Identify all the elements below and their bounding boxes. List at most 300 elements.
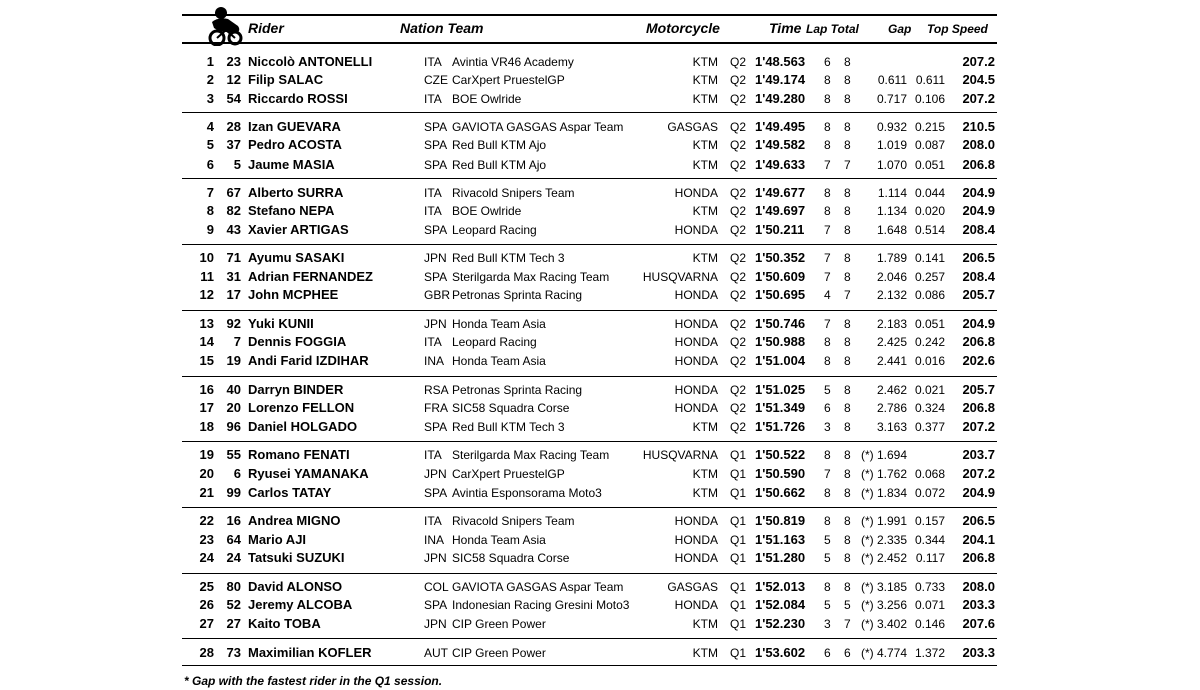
- cell-team: GAVIOTA GASGAS Aspar Team: [452, 120, 624, 134]
- cell-total: 8: [844, 92, 851, 106]
- cell-team: Rivacold Snipers Team: [452, 186, 575, 200]
- cell-rider: Romano FENATI: [248, 447, 350, 462]
- header-top-rule: [182, 14, 997, 16]
- cell-pos: 1: [206, 54, 214, 69]
- cell-moto: KTM: [692, 138, 718, 152]
- cell-speed: 207.2: [962, 54, 995, 69]
- cell-lap: 8: [824, 580, 831, 594]
- cell-gap1: 1.789: [876, 251, 907, 265]
- cell-time: 1'50.819: [755, 513, 806, 528]
- cell-moto: HONDA: [674, 335, 718, 349]
- cell-speed: 207.6: [962, 616, 995, 631]
- cell-rider: Daniel HOLGADO: [248, 419, 358, 434]
- cell-moto: HONDA: [674, 354, 718, 368]
- cell-team: BOE Owlride: [452, 92, 522, 106]
- cell-time: 1'50.352: [755, 250, 806, 265]
- cell-time: 1'50.609: [755, 269, 806, 284]
- cell-speed: 202.6: [962, 353, 995, 368]
- cell-q: Q2: [730, 138, 747, 152]
- cell-num: 7: [233, 334, 241, 349]
- cell-pos: 14: [199, 334, 214, 349]
- cell-lap: 8: [824, 138, 831, 152]
- cell-team: Petronas Sprinta Racing: [452, 383, 583, 397]
- cell-moto: KTM: [692, 617, 718, 631]
- cell-q: Q2: [730, 55, 747, 69]
- cell-lap: 8: [824, 73, 831, 87]
- cell-speed: 207.2: [962, 419, 995, 434]
- cell-lap: 8: [824, 514, 831, 528]
- cell-nation: SPA: [424, 598, 448, 612]
- cell-pos: 27: [199, 616, 214, 631]
- cell-team: Sterilgarda Max Racing Team: [452, 270, 610, 284]
- cell-gap1: (*) 3.256: [860, 598, 907, 612]
- cell-q: Q2: [730, 186, 747, 200]
- cell-nation: ITA: [424, 55, 442, 69]
- header-top-speed: Top Speed: [927, 22, 988, 36]
- cell-gap2: 0.215: [914, 120, 945, 134]
- cell-speed: 206.8: [962, 334, 995, 349]
- cell-q: Q1: [730, 533, 747, 547]
- cell-speed: 204.9: [962, 316, 995, 331]
- group-divider: [182, 638, 997, 639]
- cell-time: 1'51.349: [755, 400, 806, 415]
- cell-gap2: 0.086: [914, 288, 945, 302]
- cell-pos: 21: [199, 485, 214, 500]
- cell-nation: ITA: [424, 514, 442, 528]
- cell-q: Q1: [730, 598, 747, 612]
- cell-time: 1'52.230: [755, 616, 806, 631]
- cell-total: 8: [844, 223, 851, 237]
- cell-q: Q1: [730, 646, 747, 660]
- cell-moto: KTM: [692, 251, 718, 265]
- cell-speed: 204.5: [962, 72, 995, 87]
- group-divider: [182, 112, 997, 113]
- cell-team: Avintia VR46 Academy: [452, 55, 574, 69]
- cell-q: Q1: [730, 467, 747, 481]
- cell-rider: Andrea MIGNO: [248, 513, 341, 528]
- cell-total: 8: [844, 138, 851, 152]
- cell-num: 40: [226, 382, 241, 397]
- cell-moto: HONDA: [674, 383, 718, 397]
- cell-speed: 204.9: [962, 203, 995, 218]
- footer-note: * Gap with the fastest rider in the Q1 session.: [184, 674, 443, 688]
- cell-num: 24: [226, 550, 241, 565]
- cell-gap2: 1.372: [914, 646, 945, 660]
- group-divider: [182, 376, 997, 377]
- cell-moto: HUSQVARNA: [642, 270, 718, 284]
- header-motorcycle: Motorcycle: [646, 20, 720, 36]
- cell-gap1: 0.611: [877, 73, 907, 87]
- cell-team: Red Bull KTM Ajo: [452, 158, 547, 172]
- cell-rider: Yuki KUNII: [248, 316, 314, 331]
- cell-num: 20: [226, 400, 241, 415]
- cell-time: 1'50.211: [755, 222, 805, 237]
- cell-num: 52: [226, 597, 241, 612]
- cell-pos: 15: [199, 353, 214, 368]
- header-time: Time: [769, 20, 802, 36]
- cell-nation: ITA: [424, 448, 442, 462]
- header-lap-total: Lap Total: [806, 22, 859, 36]
- cell-q: Q2: [730, 317, 747, 331]
- cell-rider: Jaume MASIA: [248, 157, 335, 172]
- cell-gap2: 0.733: [914, 580, 945, 594]
- cell-q: Q2: [730, 158, 747, 172]
- cell-team: Indonesian Racing Gresini Moto3: [452, 598, 630, 612]
- cell-pos: 8: [206, 203, 214, 218]
- cell-nation: SPA: [424, 158, 448, 172]
- cell-nation: ITA: [424, 186, 442, 200]
- cell-q: Q1: [730, 551, 747, 565]
- cell-q: Q2: [730, 120, 747, 134]
- cell-speed: 208.4: [962, 269, 995, 284]
- cell-speed: 207.2: [962, 466, 995, 481]
- cell-team: Avintia Esponsorama Moto3: [452, 486, 602, 500]
- cell-nation: SPA: [424, 138, 448, 152]
- cell-lap: 8: [824, 486, 831, 500]
- cell-time: 1'48.563: [755, 54, 806, 69]
- cell-team: CIP Green Power: [452, 617, 546, 631]
- cell-q: Q2: [730, 401, 747, 415]
- cell-pos: 26: [199, 597, 214, 612]
- cell-nation: INA: [424, 354, 445, 368]
- cell-moto: HONDA: [674, 551, 718, 565]
- cell-gap1: 2.046: [876, 270, 907, 284]
- cell-lap: 6: [824, 401, 831, 415]
- cell-rider: Carlos TATAY: [248, 485, 332, 500]
- cell-speed: 204.1: [962, 532, 995, 547]
- cell-rider: Kaito TOBA: [248, 616, 321, 631]
- cell-gap1: 1.648: [876, 223, 907, 237]
- header-nation-team: Nation Team: [400, 20, 484, 36]
- cell-q: Q1: [730, 617, 747, 631]
- cell-lap: 4: [824, 288, 831, 302]
- cell-pos: 12: [199, 287, 214, 302]
- cell-nation: SPA: [424, 486, 448, 500]
- cell-team: Sterilgarda Max Racing Team: [452, 448, 610, 462]
- cell-nation: JPN: [424, 251, 447, 265]
- cell-pos: 4: [206, 119, 214, 134]
- cell-lap: 7: [824, 251, 831, 265]
- cell-time: 1'49.280: [755, 91, 806, 106]
- cell-moto: KTM: [692, 158, 718, 172]
- group-divider: [182, 244, 997, 245]
- cell-speed: 204.9: [962, 485, 995, 500]
- cell-rider: Riccardo ROSSI: [248, 91, 348, 106]
- cell-q: Q1: [730, 448, 747, 462]
- cell-total: 8: [844, 251, 851, 265]
- cell-team: Honda Team Asia: [452, 533, 546, 547]
- cell-nation: SPA: [424, 120, 448, 134]
- cell-total: 8: [844, 448, 851, 462]
- cell-lap: 8: [824, 448, 831, 462]
- cell-team: Honda Team Asia: [452, 354, 546, 368]
- cell-num: 43: [226, 222, 241, 237]
- cell-moto: HONDA: [674, 533, 718, 547]
- cell-num: 37: [226, 137, 241, 152]
- cell-total: 8: [844, 335, 851, 349]
- cell-total: 8: [844, 486, 851, 500]
- cell-team: Honda Team Asia: [452, 317, 546, 331]
- cell-gap2: 0.611: [915, 73, 945, 87]
- cell-num: 19: [226, 353, 241, 368]
- cell-rider: Tatsuki SUZUKI: [248, 550, 345, 565]
- cell-num: 92: [226, 316, 241, 331]
- cell-pos: 11: [200, 269, 214, 284]
- cell-lap: 5: [824, 533, 831, 547]
- cell-nation: JPN: [424, 467, 447, 481]
- cell-lap: 8: [824, 335, 831, 349]
- cell-moto: HONDA: [674, 514, 718, 528]
- cell-time: 1'50.590: [755, 466, 806, 481]
- cell-total: 8: [844, 420, 851, 434]
- cell-gap1: 1.134: [876, 204, 907, 218]
- cell-q: Q2: [730, 288, 747, 302]
- cell-moto: HONDA: [674, 401, 718, 415]
- cell-total: 8: [844, 551, 851, 565]
- cell-speed: 210.5: [962, 119, 995, 134]
- cell-speed: 203.3: [962, 597, 995, 612]
- cell-total: 8: [844, 73, 851, 87]
- cell-moto: GASGAS: [667, 120, 718, 134]
- cell-gap1: (*) 2.335: [860, 533, 907, 547]
- cell-q: Q2: [730, 383, 747, 397]
- cell-total: 8: [844, 580, 851, 594]
- cell-total: 8: [844, 120, 851, 134]
- cell-moto: KTM: [692, 92, 718, 106]
- header-bottom-rule: [182, 42, 997, 44]
- cell-lap: 6: [824, 55, 831, 69]
- cell-team: SIC58 Squadra Corse: [452, 401, 570, 415]
- cell-gap1: 2.786: [876, 401, 907, 415]
- cell-total: 8: [844, 467, 851, 481]
- cell-rider: Adrian FERNANDEZ: [248, 269, 373, 284]
- cell-speed: 206.5: [962, 250, 995, 265]
- cell-nation: ITA: [424, 204, 442, 218]
- cell-rider: Stefano NEPA: [248, 203, 335, 218]
- cell-nation: SPA: [424, 270, 448, 284]
- group-divider: [182, 178, 997, 179]
- cell-time: 1'51.726: [755, 419, 806, 434]
- cell-nation: AUT: [424, 646, 448, 660]
- cell-pos: 6: [206, 157, 214, 172]
- cell-num: 16: [226, 513, 241, 528]
- cell-team: Rivacold Snipers Team: [452, 514, 575, 528]
- cell-pos: 3: [206, 91, 214, 106]
- cell-pos: 7: [206, 185, 214, 200]
- cell-gap2: 0.051: [914, 317, 945, 331]
- cell-moto: HONDA: [674, 186, 718, 200]
- cell-speed: 205.7: [962, 287, 995, 302]
- cell-gap2: 0.377: [914, 420, 945, 434]
- cell-time: 1'51.163: [755, 532, 806, 547]
- cell-q: Q1: [730, 514, 747, 528]
- cell-moto: KTM: [692, 420, 718, 434]
- cell-num: 27: [226, 616, 241, 631]
- cell-num: 73: [226, 645, 241, 660]
- cell-lap: 7: [824, 317, 831, 331]
- cell-moto: HONDA: [674, 223, 718, 237]
- cell-time: 1'50.746: [755, 316, 806, 331]
- cell-lap: 7: [824, 223, 831, 237]
- cell-pos: 16: [199, 382, 214, 397]
- cell-gap2: 0.020: [914, 204, 945, 218]
- cell-moto: GASGAS: [667, 580, 718, 594]
- cell-gap1: (*) 3.185: [860, 580, 907, 594]
- cell-time: 1'50.695: [755, 287, 806, 302]
- cell-total: 7: [844, 158, 851, 172]
- cell-rider: Darryn BINDER: [248, 382, 344, 397]
- cell-speed: 208.4: [962, 222, 995, 237]
- cell-nation: SPA: [424, 223, 448, 237]
- cell-gap2: 0.157: [914, 514, 945, 528]
- cell-lap: 8: [824, 92, 831, 106]
- cell-total: 8: [844, 317, 851, 331]
- cell-total: 8: [844, 533, 851, 547]
- cell-total: 8: [844, 270, 851, 284]
- cell-speed: 203.3: [962, 645, 995, 660]
- cell-nation: JPN: [424, 317, 447, 331]
- cell-rider: Dennis FOGGIA: [248, 334, 347, 349]
- group-divider: [182, 573, 997, 574]
- cell-team: Red Bull KTM Tech 3: [452, 420, 565, 434]
- cell-time: 1'49.677: [755, 185, 806, 200]
- cell-nation: RSA: [424, 383, 449, 397]
- cell-moto: HONDA: [674, 288, 718, 302]
- cell-time: 1'52.084: [755, 597, 806, 612]
- header-rider: Rider: [248, 20, 284, 36]
- cell-rider: Pedro ACOSTA: [248, 137, 342, 152]
- cell-time: 1'51.280: [755, 550, 806, 565]
- cell-rider: Andi Farid IZDIHAR: [248, 353, 369, 368]
- cell-lap: 5: [824, 383, 831, 397]
- cell-rider: Filip SALAC: [248, 72, 324, 87]
- group-divider: [182, 310, 997, 311]
- motorcycle-rider-icon: [208, 6, 244, 46]
- cell-rider: Izan GUEVARA: [248, 119, 341, 134]
- cell-time: 1'49.495: [755, 119, 806, 134]
- cell-time: 1'49.174: [755, 72, 806, 87]
- cell-total: 7: [844, 617, 851, 631]
- cell-nation: ITA: [424, 92, 442, 106]
- cell-num: 67: [226, 185, 241, 200]
- cell-rider: Jeremy ALCOBA: [248, 597, 353, 612]
- cell-pos: 17: [199, 400, 214, 415]
- cell-pos: 20: [199, 466, 214, 481]
- cell-q: Q2: [730, 270, 747, 284]
- cell-q: Q2: [730, 204, 747, 218]
- cell-team: GAVIOTA GASGAS Aspar Team: [452, 580, 624, 594]
- cell-total: 8: [844, 354, 851, 368]
- cell-gap1: 2.462: [876, 383, 907, 397]
- cell-gap1: 1.019: [876, 138, 907, 152]
- group-divider: [182, 665, 997, 666]
- cell-num: 6: [233, 466, 241, 481]
- cell-time: 1'51.025: [755, 382, 806, 397]
- cell-nation: ITA: [424, 335, 442, 349]
- cell-rider: Ryusei YAMANAKA: [248, 466, 369, 481]
- cell-pos: 5: [206, 137, 214, 152]
- cell-rider: Maximilian KOFLER: [248, 645, 372, 660]
- cell-moto: HONDA: [674, 317, 718, 331]
- cell-num: 31: [226, 269, 241, 284]
- cell-moto: HUSQVARNA: [642, 448, 718, 462]
- cell-speed: 206.5: [962, 513, 995, 528]
- cell-num: 23: [226, 54, 241, 69]
- cell-nation: INA: [424, 533, 445, 547]
- cell-total: 5: [844, 598, 851, 612]
- cell-team: SIC58 Squadra Corse: [452, 551, 570, 565]
- cell-moto: KTM: [692, 467, 718, 481]
- cell-team: CarXpert PruestelGP: [452, 467, 565, 481]
- cell-lap: 5: [824, 598, 831, 612]
- cell-gap2: 0.051: [914, 158, 945, 172]
- cell-q: Q2: [730, 354, 747, 368]
- cell-moto: KTM: [692, 55, 718, 69]
- cell-team: Leopard Racing: [452, 335, 537, 349]
- cell-speed: 206.8: [962, 400, 995, 415]
- cell-moto: KTM: [692, 73, 718, 87]
- cell-num: 54: [226, 91, 241, 106]
- cell-total: 8: [844, 55, 851, 69]
- cell-gap2: 0.117: [915, 551, 945, 565]
- cell-pos: 18: [199, 419, 214, 434]
- group-divider: [182, 507, 997, 508]
- cell-time: 1'49.633: [755, 157, 806, 172]
- cell-speed: 208.0: [962, 579, 995, 594]
- cell-nation: SPA: [424, 420, 448, 434]
- cell-time: 1'50.662: [755, 485, 806, 500]
- cell-speed: 207.2: [962, 91, 995, 106]
- cell-rider: Xavier ARTIGAS: [248, 222, 349, 237]
- cell-gap1: 2.441: [876, 354, 907, 368]
- cell-nation: COL: [424, 580, 449, 594]
- cell-gap1: (*) 1.991: [860, 514, 907, 528]
- cell-gap2: 0.087: [914, 138, 945, 152]
- cell-num: 96: [226, 419, 241, 434]
- group-divider: [182, 441, 997, 442]
- cell-lap: 8: [824, 186, 831, 200]
- cell-gap1: (*) 1.694: [860, 448, 907, 462]
- cell-num: 80: [226, 579, 241, 594]
- cell-rider: David ALONSO: [248, 579, 343, 594]
- cell-pos: 2: [206, 72, 214, 87]
- cell-num: 12: [226, 72, 241, 87]
- header-gap: Gap: [888, 22, 912, 36]
- cell-speed: 205.7: [962, 382, 995, 397]
- cell-q: Q2: [730, 73, 747, 87]
- cell-pos: 25: [199, 579, 214, 594]
- cell-q: Q2: [730, 251, 747, 265]
- cell-lap: 8: [824, 354, 831, 368]
- cell-gap2: 0.044: [914, 186, 945, 200]
- cell-lap: 3: [824, 617, 831, 631]
- cell-lap: 8: [824, 120, 831, 134]
- cell-num: 5: [233, 157, 241, 172]
- cell-team: Red Bull KTM Ajo: [452, 138, 547, 152]
- cell-total: 7: [844, 288, 851, 302]
- cell-lap: 3: [824, 420, 831, 434]
- cell-gap2: 0.242: [914, 335, 945, 349]
- cell-num: 55: [226, 447, 241, 462]
- cell-time: 1'53.602: [755, 645, 806, 660]
- cell-moto: HONDA: [674, 598, 718, 612]
- cell-gap2: 0.106: [914, 92, 945, 106]
- cell-speed: 206.8: [962, 550, 995, 565]
- cell-time: 1'50.988: [755, 334, 806, 349]
- cell-pos: 13: [199, 316, 214, 331]
- cell-gap1: 1.114: [877, 186, 907, 200]
- cell-time: 1'49.697: [755, 203, 806, 218]
